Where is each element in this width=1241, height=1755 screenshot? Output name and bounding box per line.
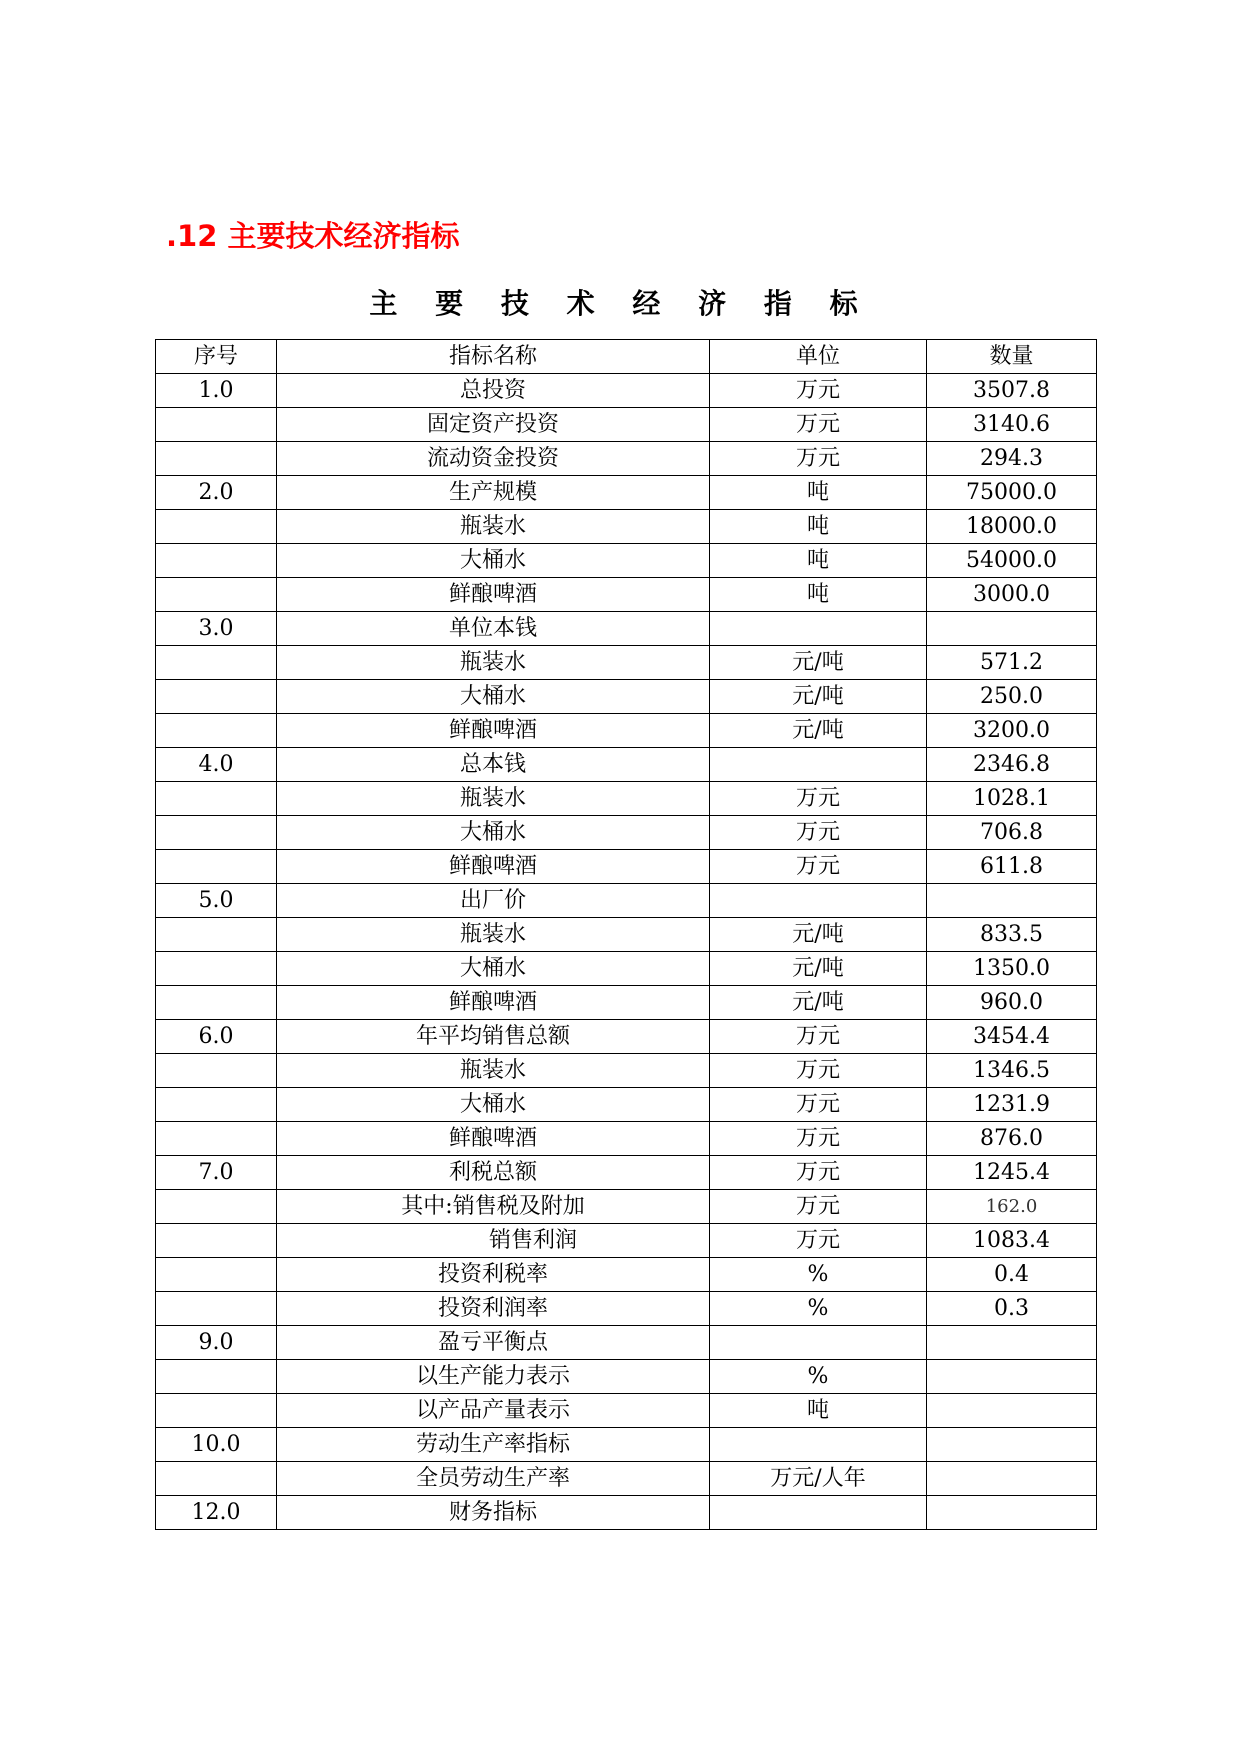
table-row xyxy=(156,442,1097,476)
cell-unit: 万元 xyxy=(710,1224,927,1258)
cell-unit: 吨 xyxy=(710,510,927,544)
cell-indicator-name: 以产品产量表示 xyxy=(277,1394,710,1428)
cell-serial-number: 1.0 xyxy=(156,374,277,408)
cell-serial-number xyxy=(156,1360,277,1394)
table-row xyxy=(156,816,1097,850)
cell-quantity: 0.3 xyxy=(927,1292,1097,1326)
cell-indicator-name: 鲜酿啤酒 xyxy=(277,1122,710,1156)
cell-quantity xyxy=(927,884,1097,918)
cell-unit: 万元 xyxy=(710,1190,927,1224)
cell-quantity: 1231.9 xyxy=(927,1088,1097,1122)
cell-serial-number: 12.0 xyxy=(156,1496,277,1530)
cell-serial-number xyxy=(156,1190,277,1224)
cell-serial-number xyxy=(156,680,277,714)
cell-unit: 元/吨 xyxy=(710,986,927,1020)
table-row xyxy=(156,476,1097,510)
cell-serial-number xyxy=(156,782,277,816)
table-row xyxy=(156,1258,1097,1292)
cell-quantity xyxy=(927,1394,1097,1428)
cell-unit: 元/吨 xyxy=(710,952,927,986)
cell-quantity: 294.3 xyxy=(927,442,1097,476)
cell-unit: 万元 xyxy=(710,408,927,442)
cell-indicator-name: 总投资 xyxy=(277,374,710,408)
cell-quantity: 75000.0 xyxy=(927,476,1097,510)
cell-indicator-name: 鲜酿啤酒 xyxy=(277,578,710,612)
cell-unit: % xyxy=(710,1258,927,1292)
cell-quantity xyxy=(927,1326,1097,1360)
cell-unit: 万元 xyxy=(710,1156,927,1190)
cell-serial-number: 10.0 xyxy=(156,1428,277,1462)
table-row xyxy=(156,1054,1097,1088)
cell-quantity xyxy=(927,1462,1097,1496)
table-body xyxy=(156,374,1097,1530)
cell-indicator-name: 瓶装水 xyxy=(277,646,710,680)
cell-quantity: 876.0 xyxy=(927,1122,1097,1156)
header-serial-number: 序号 xyxy=(156,340,277,374)
cell-quantity: 2346.8 xyxy=(927,748,1097,782)
cell-quantity: 18000.0 xyxy=(927,510,1097,544)
table-row xyxy=(156,782,1097,816)
cell-indicator-name: 大桶水 xyxy=(277,544,710,578)
cell-serial-number: 9.0 xyxy=(156,1326,277,1360)
table-row xyxy=(156,986,1097,1020)
cell-quantity: 3000.0 xyxy=(927,578,1097,612)
cell-serial-number: 4.0 xyxy=(156,748,277,782)
cell-unit: 吨 xyxy=(710,476,927,510)
table-row xyxy=(156,884,1097,918)
cell-serial-number xyxy=(156,408,277,442)
table-title: 主 要 技 术 经 济 指 标 xyxy=(369,287,872,320)
table-row xyxy=(156,1394,1097,1428)
cell-quantity: 162.0 xyxy=(927,1190,1097,1224)
cell-serial-number xyxy=(156,1054,277,1088)
cell-serial-number xyxy=(156,952,277,986)
table-row xyxy=(156,680,1097,714)
cell-indicator-name: 出厂价 xyxy=(277,884,710,918)
cell-quantity: 0.4 xyxy=(927,1258,1097,1292)
cell-serial-number: 6.0 xyxy=(156,1020,277,1054)
cell-quantity: 250.0 xyxy=(927,680,1097,714)
cell-indicator-name: 瓶装水 xyxy=(277,1054,710,1088)
cell-indicator-name: 利税总额 xyxy=(277,1156,710,1190)
cell-indicator-name: 单位本钱 xyxy=(277,612,710,646)
cell-quantity: 1350.0 xyxy=(927,952,1097,986)
cell-unit: 万元 xyxy=(710,1054,927,1088)
cell-unit xyxy=(710,612,927,646)
cell-indicator-name: 以生产能力表示 xyxy=(277,1360,710,1394)
cell-quantity: 960.0 xyxy=(927,986,1097,1020)
table-row xyxy=(156,1326,1097,1360)
cell-unit: % xyxy=(710,1360,927,1394)
cell-unit: 元/吨 xyxy=(710,646,927,680)
cell-quantity: 611.8 xyxy=(927,850,1097,884)
cell-indicator-name: 瓶装水 xyxy=(277,510,710,544)
cell-serial-number xyxy=(156,1292,277,1326)
indicators-table xyxy=(155,339,1097,1530)
cell-indicator-name: 鲜酿啤酒 xyxy=(277,714,710,748)
cell-unit xyxy=(710,1428,927,1462)
cell-indicator-name: 总本钱 xyxy=(277,748,710,782)
table-row xyxy=(156,646,1097,680)
cell-indicator-name: 瓶装水 xyxy=(277,782,710,816)
cell-quantity xyxy=(927,1360,1097,1394)
cell-quantity: 3200.0 xyxy=(927,714,1097,748)
cell-quantity xyxy=(927,1428,1097,1462)
cell-serial-number xyxy=(156,646,277,680)
cell-unit: % xyxy=(710,1292,927,1326)
table-row xyxy=(156,1190,1097,1224)
cell-quantity: 833.5 xyxy=(927,918,1097,952)
cell-indicator-name: 瓶装水 xyxy=(277,918,710,952)
cell-unit: 元/吨 xyxy=(710,680,927,714)
cell-indicator-name: 大桶水 xyxy=(277,816,710,850)
cell-quantity xyxy=(927,1496,1097,1530)
cell-quantity: 3507.8 xyxy=(927,374,1097,408)
cell-quantity: 706.8 xyxy=(927,816,1097,850)
cell-quantity: 1346.5 xyxy=(927,1054,1097,1088)
cell-serial-number xyxy=(156,850,277,884)
table-row xyxy=(156,1360,1097,1394)
table-row xyxy=(156,1122,1097,1156)
cell-unit: 万元 xyxy=(710,374,927,408)
cell-indicator-name: 盈亏平衡点 xyxy=(277,1326,710,1360)
table-row xyxy=(156,408,1097,442)
cell-quantity: 571.2 xyxy=(927,646,1097,680)
cell-indicator-name: 财务指标 xyxy=(277,1496,710,1530)
cell-unit: 万元 xyxy=(710,816,927,850)
cell-indicator-name: 鲜酿啤酒 xyxy=(277,986,710,1020)
table-row xyxy=(156,1496,1097,1530)
cell-serial-number: 3.0 xyxy=(156,612,277,646)
table-row xyxy=(156,1462,1097,1496)
cell-quantity: 1083.4 xyxy=(927,1224,1097,1258)
cell-unit: 万元/人年 xyxy=(710,1462,927,1496)
cell-indicator-name: 劳动生产率指标 xyxy=(277,1428,710,1462)
table-row xyxy=(156,612,1097,646)
table-row xyxy=(156,578,1097,612)
table-row xyxy=(156,510,1097,544)
cell-serial-number xyxy=(156,1122,277,1156)
cell-quantity: 1245.4 xyxy=(927,1156,1097,1190)
table-row xyxy=(156,714,1097,748)
table-row xyxy=(156,850,1097,884)
table-row xyxy=(156,1224,1097,1258)
cell-unit: 万元 xyxy=(710,782,927,816)
cell-indicator-name: 投资利润率 xyxy=(277,1292,710,1326)
cell-quantity xyxy=(927,612,1097,646)
cell-indicator-name: 流动资金投资 xyxy=(277,442,710,476)
cell-unit: 吨 xyxy=(710,578,927,612)
header-quantity: 数量 xyxy=(927,340,1097,374)
cell-serial-number xyxy=(156,544,277,578)
table-row xyxy=(156,1428,1097,1462)
header-indicator-name: 指标名称 xyxy=(277,340,710,374)
cell-indicator-name: 大桶水 xyxy=(277,1088,710,1122)
cell-unit: 万元 xyxy=(710,1088,927,1122)
cell-serial-number xyxy=(156,578,277,612)
cell-unit xyxy=(710,1496,927,1530)
table-header-row xyxy=(156,340,1097,374)
cell-unit: 万元 xyxy=(710,1122,927,1156)
cell-serial-number: 7.0 xyxy=(156,1156,277,1190)
cell-serial-number xyxy=(156,442,277,476)
cell-serial-number xyxy=(156,1462,277,1496)
cell-serial-number xyxy=(156,918,277,952)
cell-unit: 万元 xyxy=(710,442,927,476)
cell-indicator-name: 全员劳动生产率 xyxy=(277,1462,710,1496)
cell-unit: 万元 xyxy=(710,1020,927,1054)
cell-unit: 吨 xyxy=(710,544,927,578)
table-row xyxy=(156,374,1097,408)
cell-serial-number xyxy=(156,1258,277,1292)
cell-unit: 元/吨 xyxy=(710,714,927,748)
cell-quantity: 54000.0 xyxy=(927,544,1097,578)
table-row xyxy=(156,748,1097,782)
cell-unit: 吨 xyxy=(710,1394,927,1428)
cell-unit xyxy=(710,1326,927,1360)
cell-serial-number xyxy=(156,714,277,748)
table-row xyxy=(156,1020,1097,1054)
cell-quantity: 3140.6 xyxy=(927,408,1097,442)
section-heading: .12 主要技术经济指标 xyxy=(166,219,460,253)
cell-quantity: 1028.1 xyxy=(927,782,1097,816)
table-row xyxy=(156,544,1097,578)
cell-indicator-name: 生产规模 xyxy=(277,476,710,510)
cell-unit xyxy=(710,884,927,918)
cell-unit: 万元 xyxy=(710,850,927,884)
table-row xyxy=(156,1088,1097,1122)
cell-serial-number: 2.0 xyxy=(156,476,277,510)
cell-indicator-name: 大桶水 xyxy=(277,680,710,714)
cell-indicator-name: 大桶水 xyxy=(277,952,710,986)
cell-indicator-name: 投资利税率 xyxy=(277,1258,710,1292)
cell-serial-number xyxy=(156,816,277,850)
cell-unit: 元/吨 xyxy=(710,918,927,952)
cell-serial-number xyxy=(156,1394,277,1428)
table-row xyxy=(156,918,1097,952)
cell-indicator-name: 其中:销售税及附加 xyxy=(277,1190,710,1224)
table-row xyxy=(156,1292,1097,1326)
cell-serial-number xyxy=(156,1088,277,1122)
table-row xyxy=(156,952,1097,986)
cell-quantity: 3454.4 xyxy=(927,1020,1097,1054)
cell-serial-number xyxy=(156,1224,277,1258)
table-row xyxy=(156,1156,1097,1190)
cell-indicator-name: 年平均销售总额 xyxy=(277,1020,710,1054)
cell-serial-number xyxy=(156,510,277,544)
cell-serial-number: 5.0 xyxy=(156,884,277,918)
cell-indicator-name: 鲜酿啤酒 xyxy=(277,850,710,884)
cell-unit xyxy=(710,748,927,782)
cell-indicator-name: 固定资产投资 xyxy=(277,408,710,442)
cell-serial-number xyxy=(156,986,277,1020)
header-unit: 单位 xyxy=(710,340,927,374)
cell-indicator-name: 销售利润 xyxy=(277,1224,710,1258)
